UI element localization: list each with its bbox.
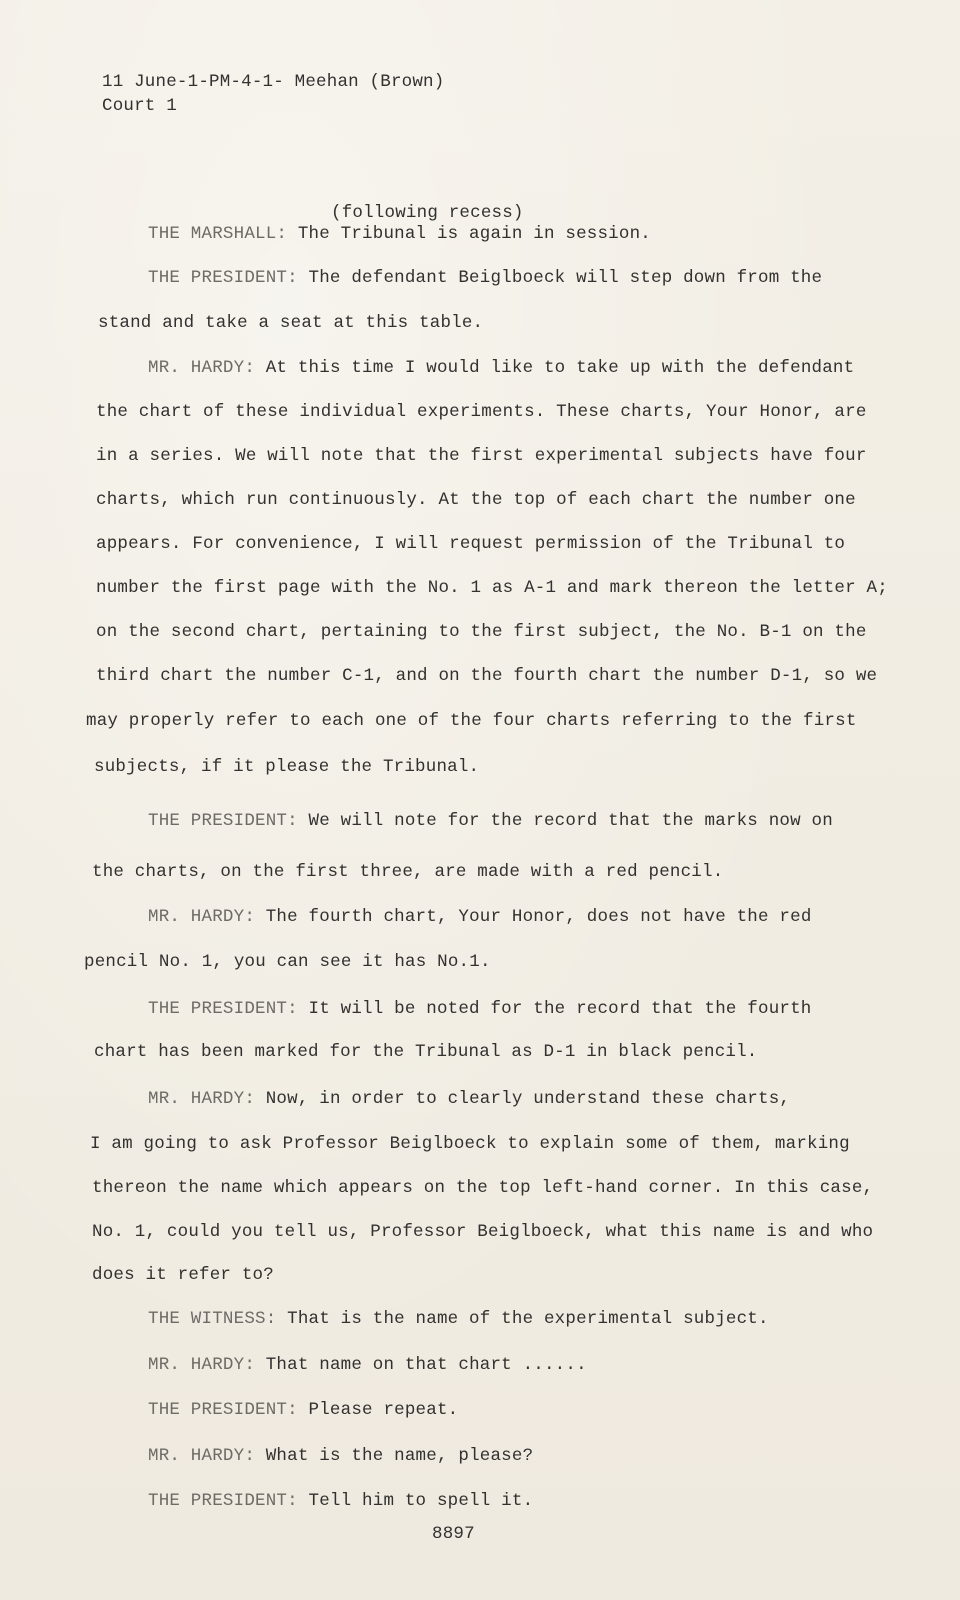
transcript-text: thereon the name which appears on the top left-hand corner. In this case,	[92, 1178, 874, 1198]
transcript-line	[92, 1265, 274, 1285]
transcript-text: At this time I would like to take up with the defendant	[265, 358, 855, 378]
transcript-line	[92, 1178, 873, 1198]
transcript-text: Please repeat.	[308, 1400, 459, 1420]
transcript-line	[148, 1355, 587, 1375]
transcript-line	[84, 952, 491, 972]
transcript-text: in a series. We will note that the first experimental subjects have four	[96, 446, 867, 466]
speaker-label: MR. HARDY:	[148, 1446, 256, 1466]
transcript-line	[92, 862, 723, 882]
transcript-line	[94, 757, 479, 777]
transcript-text: chart has been marked for the Tribunal as D-1 in black pencil.	[94, 1042, 758, 1062]
transcript-text: does it refer to?	[92, 1265, 274, 1285]
transcript-line	[148, 999, 812, 1019]
transcript-line	[98, 313, 483, 333]
speaker-label: THE PRESIDENT:	[148, 268, 298, 288]
transcript-line	[148, 358, 854, 378]
transcript-text: subjects, if it please the Tribunal.	[94, 757, 480, 777]
transcript-line	[148, 268, 822, 288]
transcript-line	[96, 402, 867, 422]
transcript-text: The fourth chart, Your Honor, does not have the red	[265, 907, 812, 927]
transcript-text: Tell him to spell it.	[308, 1491, 534, 1511]
transcript-line	[148, 1309, 769, 1329]
transcript-line	[148, 224, 651, 244]
transcript-line	[148, 1089, 790, 1109]
transcript-text: It will be noted for the record that the fourth	[308, 999, 812, 1019]
transcript-text: charts, which run continuously. At the top of each chart the number one	[96, 490, 856, 510]
transcript-text: The defendant Beiglboeck will step down from the	[308, 268, 823, 288]
transcript-text: That is the name of the experimental subject.	[287, 1309, 769, 1329]
speaker-label: MR. HARDY:	[148, 358, 256, 378]
transcript-text: We will note for the record that the marks now on	[308, 811, 833, 831]
transcript-line	[96, 622, 867, 642]
page-number: 8897	[432, 1524, 475, 1544]
transcript-line	[96, 534, 845, 554]
speaker-label: MR. HARDY:	[148, 907, 256, 927]
transcript-line	[86, 711, 857, 731]
speaker-label: THE PRESIDENT:	[148, 811, 298, 831]
speaker-label: MR. HARDY:	[148, 1089, 256, 1109]
speaker-label: THE WITNESS:	[148, 1309, 277, 1329]
transcript-line	[94, 1042, 758, 1062]
transcript-text: stand and take a seat at this table.	[98, 313, 484, 333]
speaker-label: MR. HARDY:	[148, 1355, 256, 1375]
transcript-line	[148, 1491, 533, 1511]
transcript-line	[96, 578, 888, 598]
header-reference: 11 June-1-PM-4-1- Meehan (Brown)	[102, 72, 445, 92]
transcript-text: the charts, on the first three, are made with a red pencil.	[92, 862, 724, 882]
transcript-text: appears. For convenience, I will request permission of the Tribunal to	[96, 534, 846, 554]
transcript-line	[96, 446, 867, 466]
transcript-text: Now, in order to clearly understand these charts,	[265, 1089, 791, 1109]
transcript-text: The Tribunal is again in session.	[297, 224, 651, 244]
header-court: Court 1	[102, 96, 177, 116]
transcript-text: No. 1, could you tell us, Professor Beiglboeck, what this name is and who	[92, 1222, 874, 1242]
speaker-label: THE MARSHALL:	[148, 224, 288, 244]
transcript-text: may properly refer to each one of the four charts referring to the first	[86, 711, 857, 731]
transcript-text: pencil No. 1, you can see it has No.1.	[84, 952, 491, 972]
transcript-line	[96, 666, 877, 686]
transcript-line	[96, 490, 856, 510]
transcript-line	[148, 1446, 533, 1466]
transcript-line	[148, 907, 812, 927]
speaker-label: THE PRESIDENT:	[148, 1491, 298, 1511]
transcript-line	[148, 811, 833, 831]
speaker-label: THE PRESIDENT:	[148, 1400, 298, 1420]
transcript-text: the chart of these individual experiments. These charts, Your Honor, are	[96, 402, 867, 422]
recess-note: (following recess)	[331, 203, 524, 223]
transcript-text: What is the name, please?	[265, 1446, 534, 1466]
transcript-text: I am going to ask Professor Beiglboeck to explain some of them, marking	[90, 1134, 850, 1154]
transcript-text: That name on that chart ......	[265, 1355, 587, 1375]
transcript-text: on the second chart, pertaining to the first subject, the No. B-1 on the	[96, 622, 867, 642]
speaker-label: THE PRESIDENT:	[148, 999, 298, 1019]
transcript-line	[90, 1134, 850, 1154]
transcript-line	[92, 1222, 873, 1242]
transcript-line	[148, 1400, 458, 1420]
transcript-text: number the first page with the No. 1 as A-1 and mark thereon the letter A;	[96, 578, 888, 598]
transcript-text: third chart the number C-1, and on the fourth chart the number D-1, so we	[96, 666, 878, 686]
